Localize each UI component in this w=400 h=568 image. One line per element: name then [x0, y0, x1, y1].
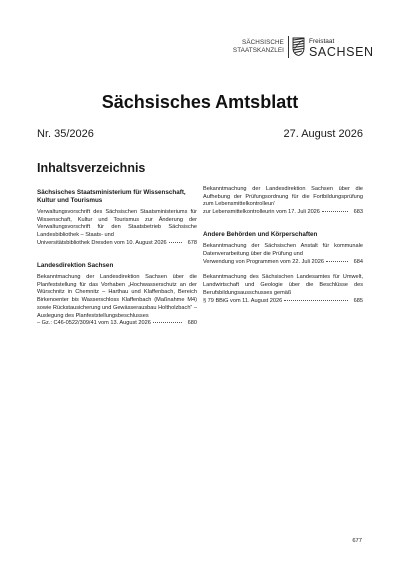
entry-page-number[interactable]: 684 [353, 258, 363, 265]
leader-dots [169, 242, 182, 243]
toc-entry[interactable] [203, 186, 363, 217]
entry-text: Bekanntmachung der Landesdirektion Sachsen über die Planfeststellung für das Vorhaben „Hochwasserschutz an der Würschnitz in Chemnitz – Harthau und Klaffenbach, Bereich Birkenoenter bis Wasserschloss Klaffenbach (Maßnahme M4) sowie Rückstausicherung und Gewässerausbau Holtholzbach“ – Auslegung des Planfeststellungsbeschlusses [37, 274, 197, 319]
issue-number: Nr. 35/2026 [37, 128, 94, 140]
section-heading: Sächsisches Staatsministerium für Wissenschaft, Kultur und Tourismus [37, 189, 186, 204]
toc-entry[interactable] [203, 274, 363, 305]
leader-dots [153, 322, 182, 323]
entry-last-line: § 79 BBiG vom 11. August 2026 [203, 297, 283, 304]
page-title: Sächsisches Amtsblatt [101, 92, 299, 112]
entry-text: Bekanntmachung der Landesdirektion Sachsen über die Aufhebung der Prüfungsordnung für die Fortbildungsprüfung zum Lebensmittelkontrolleur/ [203, 186, 363, 208]
section-heading: Andere Behörden und Körperschaften [203, 230, 318, 238]
logo-left-line2: STAATSKANZLEI [232, 47, 284, 54]
entry-last-line: – Gz.: C46-0522/309/41 vom 13. August 2026 [37, 320, 151, 327]
entry-last-line: Verwendung von Programmen vom 22. Juli 2026 [203, 258, 324, 265]
contents-heading: Inhaltsverzeichnis [37, 161, 146, 175]
leader-dots [326, 261, 348, 262]
entry-text: Bekanntmachung des Sächsischen Landesamtes für Umwelt, Landwirtschaft und Geologie über die Beschlüsse des Berufsbildungsausschusses gemäß [203, 274, 363, 296]
toc-section [203, 231, 363, 305]
entry-last-line: Universitätsbibliothek Dresden vom 10. August 2026 [37, 239, 167, 246]
entry-text: Verwaltungsvorschrift des Sächsischen Staatsministeriums für Wissenschaft, Kultur und Tourismus zur Änderung der Verwaltungsvorschrift für den Staatsbetrieb Sächsische Landesbibliothek – Staats- und [37, 209, 197, 239]
toc-section [37, 189, 197, 248]
entry-page-number[interactable]: 683 [353, 209, 363, 216]
logo-left-line1: SÄCHSISCHE [242, 39, 284, 46]
freistaat-sachsen-logo-text [309, 38, 374, 59]
logo-divider [288, 36, 289, 58]
leader-dots [322, 211, 348, 212]
toc-entry[interactable] [37, 209, 197, 248]
entry-page-number[interactable]: 685 [353, 297, 363, 304]
staatskanzlei-logo-text [226, 39, 284, 55]
footer-page-number: 677 [352, 538, 362, 544]
logo-right-line2: SACHSEN [309, 45, 374, 59]
saxony-crest-icon [292, 37, 305, 56]
entry-page-number[interactable]: 678 [187, 239, 197, 246]
toc-entry[interactable] [37, 274, 197, 328]
entry-text: Bekanntmachung der Sächsischen Anstalt für kommunale Datenverarbeitung über die Prüfung und [203, 243, 363, 258]
toc-left-column [37, 189, 197, 336]
toc-entry[interactable] [203, 243, 363, 266]
leader-dots [284, 300, 348, 301]
logo-right-line1: Freistaat [309, 38, 335, 45]
toc-section [37, 262, 197, 328]
toc-right-column [203, 186, 363, 313]
toc-section [203, 186, 363, 217]
entry-page-number[interactable]: 680 [187, 320, 197, 327]
issue-date: 27. August 2026 [283, 128, 363, 140]
entry-last-line: zur Lebensmittelkontrolleurin vom 17. Juli 2026 [203, 209, 320, 216]
section-heading: Landesdirektion Sachsen [37, 261, 114, 269]
